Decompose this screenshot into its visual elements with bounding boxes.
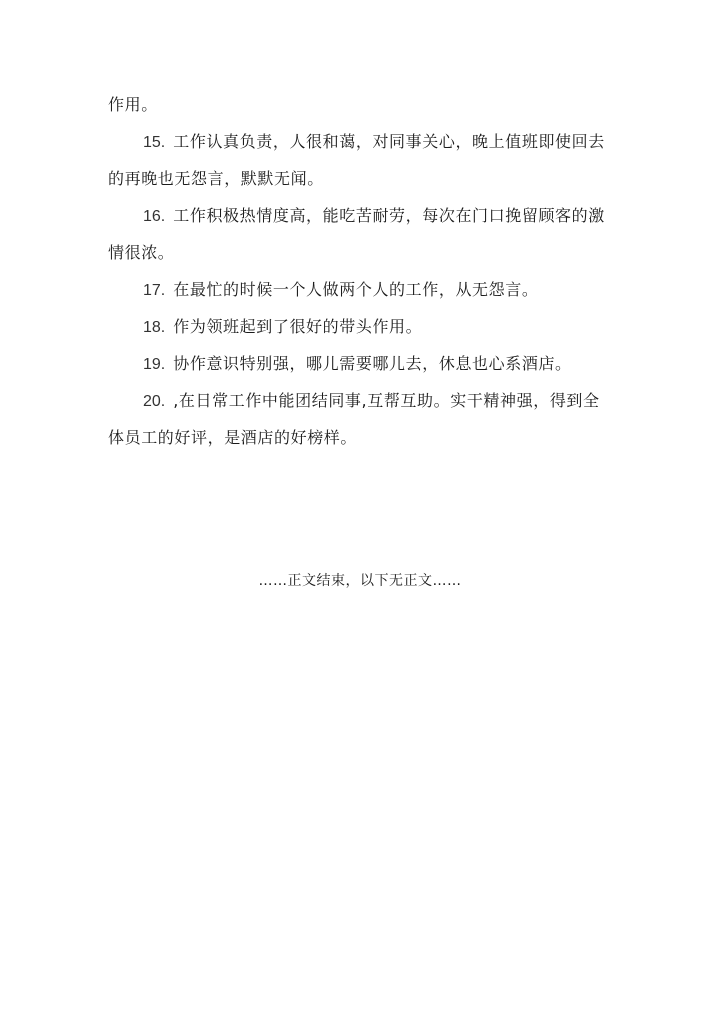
paragraph-line: 情很浓。	[108, 243, 175, 262]
item-number: 16.	[143, 208, 166, 225]
document-body	[108, 92, 612, 462]
paragraph-line: 工作认真负责，人很和蔼，对同事关心，晚上值班即使回去	[173, 132, 605, 151]
paragraph-line: ,在日常工作中能团结同事,互帮互助。实干精神强，得到全	[173, 391, 600, 410]
paragraph-14-continuation	[108, 92, 612, 118]
paragraph-20	[108, 388, 612, 414]
item-number: 17.	[143, 282, 166, 299]
paragraph-17	[108, 277, 612, 303]
item-number: 15.	[143, 134, 166, 151]
paragraph-line: 在最忙的时候一个人做两个人的工作，从无怨言。	[173, 280, 539, 299]
item-number: 19.	[143, 356, 166, 373]
paragraph-line: 作用。	[108, 95, 158, 114]
item-number: 20.	[143, 393, 166, 410]
paragraph-line: 作为领班起到了很好的带头作用。	[173, 317, 423, 336]
paragraph-15-line-2	[108, 166, 612, 192]
paragraph-line: 体员工的好评，是酒店的好榜样。	[108, 428, 358, 447]
paragraph-line: 工作积极热情度高，能吃苦耐劳，每次在门口挽留顾客的激	[173, 206, 605, 225]
paragraph-16	[108, 203, 612, 229]
paragraph-line: 协作意识特别强，哪儿需要哪儿去，休息也心系酒店。	[173, 354, 572, 373]
paragraph-15	[108, 129, 612, 155]
paragraph-line: 的再晚也无怨言，默默无闻。	[108, 169, 324, 188]
paragraph-16-line-2	[108, 240, 612, 266]
paragraph-19	[108, 351, 612, 377]
paragraph-20-line-2	[108, 425, 612, 451]
paragraph-18	[108, 314, 612, 340]
item-number: 18.	[143, 319, 166, 336]
end-of-text-note: ……正文结束，以下无正文……	[258, 573, 462, 589]
